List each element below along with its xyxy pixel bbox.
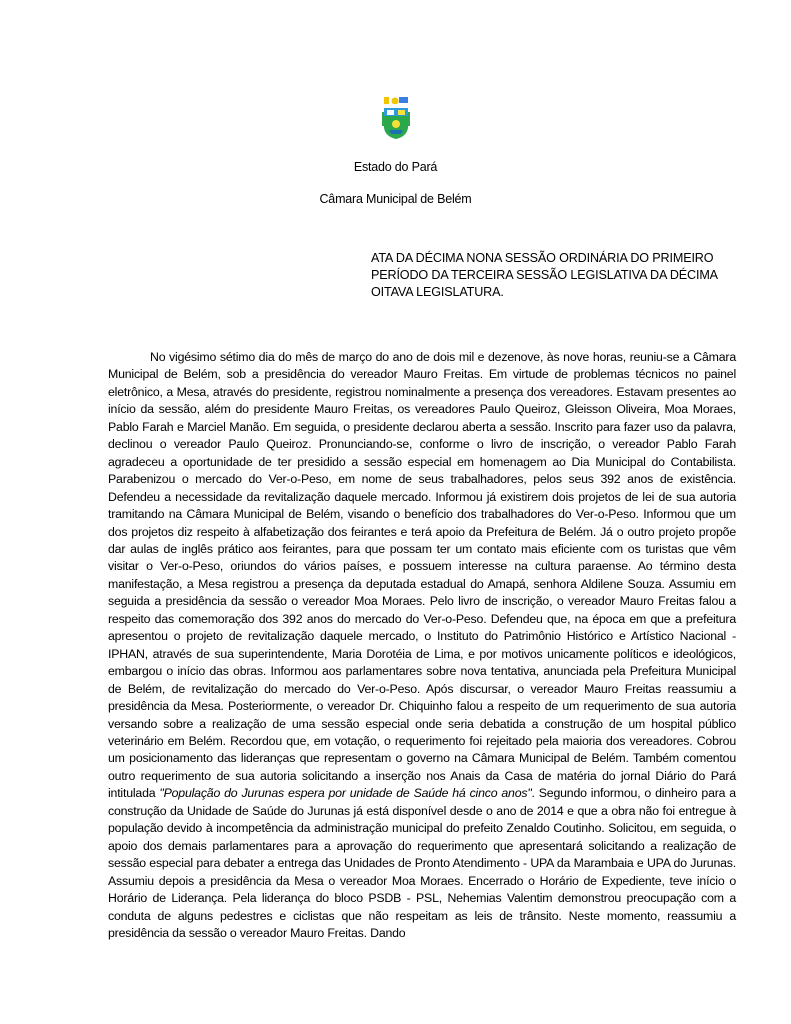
minutes-title: ATA DA DÉCIMA NONA SESSÃO ORDINÁRIA DO PRIMEIRO PERÍODO DA TERCEIRA SESSÃO LEGISLATIVA DA DÉCIMA OITAVA LEGISLATURA. xyxy=(371,251,718,299)
chamber-name: Câmara Municipal de Belém xyxy=(319,192,472,206)
body-text-part-1: No vigésimo sétimo dia do mês de março do ano de dois mil e dezenove, às nove horas, reuniu-se a Câmara Municipal de Belém, sob a presidência do vereador Mauro Freitas. Em virtude de problemas técnicos no painel eletrônico, a Mesa, através do presidente, registrou nominalmente a presença dos vereadores. Estavam presentes ao início da sessão, além do presidente Mauro Freitas, os vereadores Paulo Queiroz, Gleisson Oliveira, Moa Moraes, Pablo Farah e Marciel Manão. Em seguida, o presidente declarou aberta a sessão. Inscrito para fazer uso da palavra, declinou o vereador Paulo Queiroz. Pronunciando-se, conforme o livro de inscrição, o vereador Pablo Farah agradeceu a oportunidade de ter presidido a sessão especial em homenagem ao Dia Municipal do Contabilista. Parabenizou o mercado do Ver-o-Peso, em nome de seus trabalhadores, pelos seus 392 anos de existência. Defendeu a necessidade da revitalização daquele mercado. Informou já existirem dois projetos de lei de sua autoria tramitando na Câmara Municipal de Belém, visando o benefício dos trabalhadores do Ver-o-Peso. Informou que um dos projetos diz respeito à alfabetização dos feirantes e terá apoio da Prefeitura de Belém. Já o outro projeto propõe dar aulas de inglês prático aos feirantes, para que possam ter um contato mais eficiente com os turistas que vêm visitar o Ver-o-Peso, oriundos do vários países, e possuem interesse na cultura paraense. Ao término desta manifestação, a Mesa registrou a presença da deputada estadual do Amapá, senhora Aldilene Souza. Assumiu em seguida a presidência da sessão o vereador Moa Moraes. Pelo livro de inscrição, o vereador Mauro Freitas falou a respeito das comemoração dos 392 anos do mercado do Ver-o-Peso. Defendeu que, na época em que a prefeitura apresentou o projeto de revitalização daquele mercado, o Instituto do Patrimônio Histórico e Artístico Nacional - IPHAN, através de sua superintendente, Maria Dorotéia de Lima, e por motivos unicamente políticos e ideológicos, embargou o início das obras. Informou aos parlamentares sobre nova tentativa, anunciada pela Prefeitura Municipal de Belém, de revitalização do mercado do Ver-o-Peso. Após discursar, o vereador Mauro Freitas reassumiu a presidência da Mesa. Posteriormente, o vereador Dr. Chiquinho falou a respeito de um requerimento de sua autoria versando sobre a realização de uma sessão especial onde seria debatida a construção de um hospital público veterinário em Belém. Recordou que, em votação, o requerimento foi rejeitado pela maioria dos vereadores. Cobrou um posicionamento das lideranças que representam o governo na Câmara Municipal de Belém. Também comentou outro requerimento de sua autoria solicitando a inserção nos Anais da Casa de matéria do jornal Diário do Pará intitulada xyxy=(108,350,736,801)
minutes-body xyxy=(108,349,736,942)
state-name: Estado do Pará xyxy=(353,160,438,174)
body-text-part-2: . Segundo informou, o dinheiro para a construção da Unidade de Saúde do Jurunas já está disponível desde o ano de 2014 e que a obra não foi entregue à população devido à incompetência da administração municipal do prefeito Zenaldo Coutinho. Solicitou, em seguida, o apoio dos demais parlamentares para a aprovação do requerimento que apresentará solicitando a realização de sessão especial para debater a entrega das Unidades de Pronto Atendimento - UPA da Marambaia e UPA do Jurunas. Assumiu depois a presidência da Mesa o vereador Moa Moraes. Encerrado o Horário de Expediente, teve início o Horário de Liderança. Pela liderança do bloco PSDB - PSL, Nehemias Valentim demonstrou preocupação com a conduta de alguns pedestres e ciclistas que não respeitam as leis de trânsito. Neste momento, reassumiu a presidência da sessão o vereador Mauro Freitas. Dando xyxy=(108,786,736,940)
newspaper-headline-quote: "População do Jurunas espera por unidade de Saúde há cinco anos" xyxy=(159,786,532,801)
coat-of-arms-icon xyxy=(381,96,411,140)
